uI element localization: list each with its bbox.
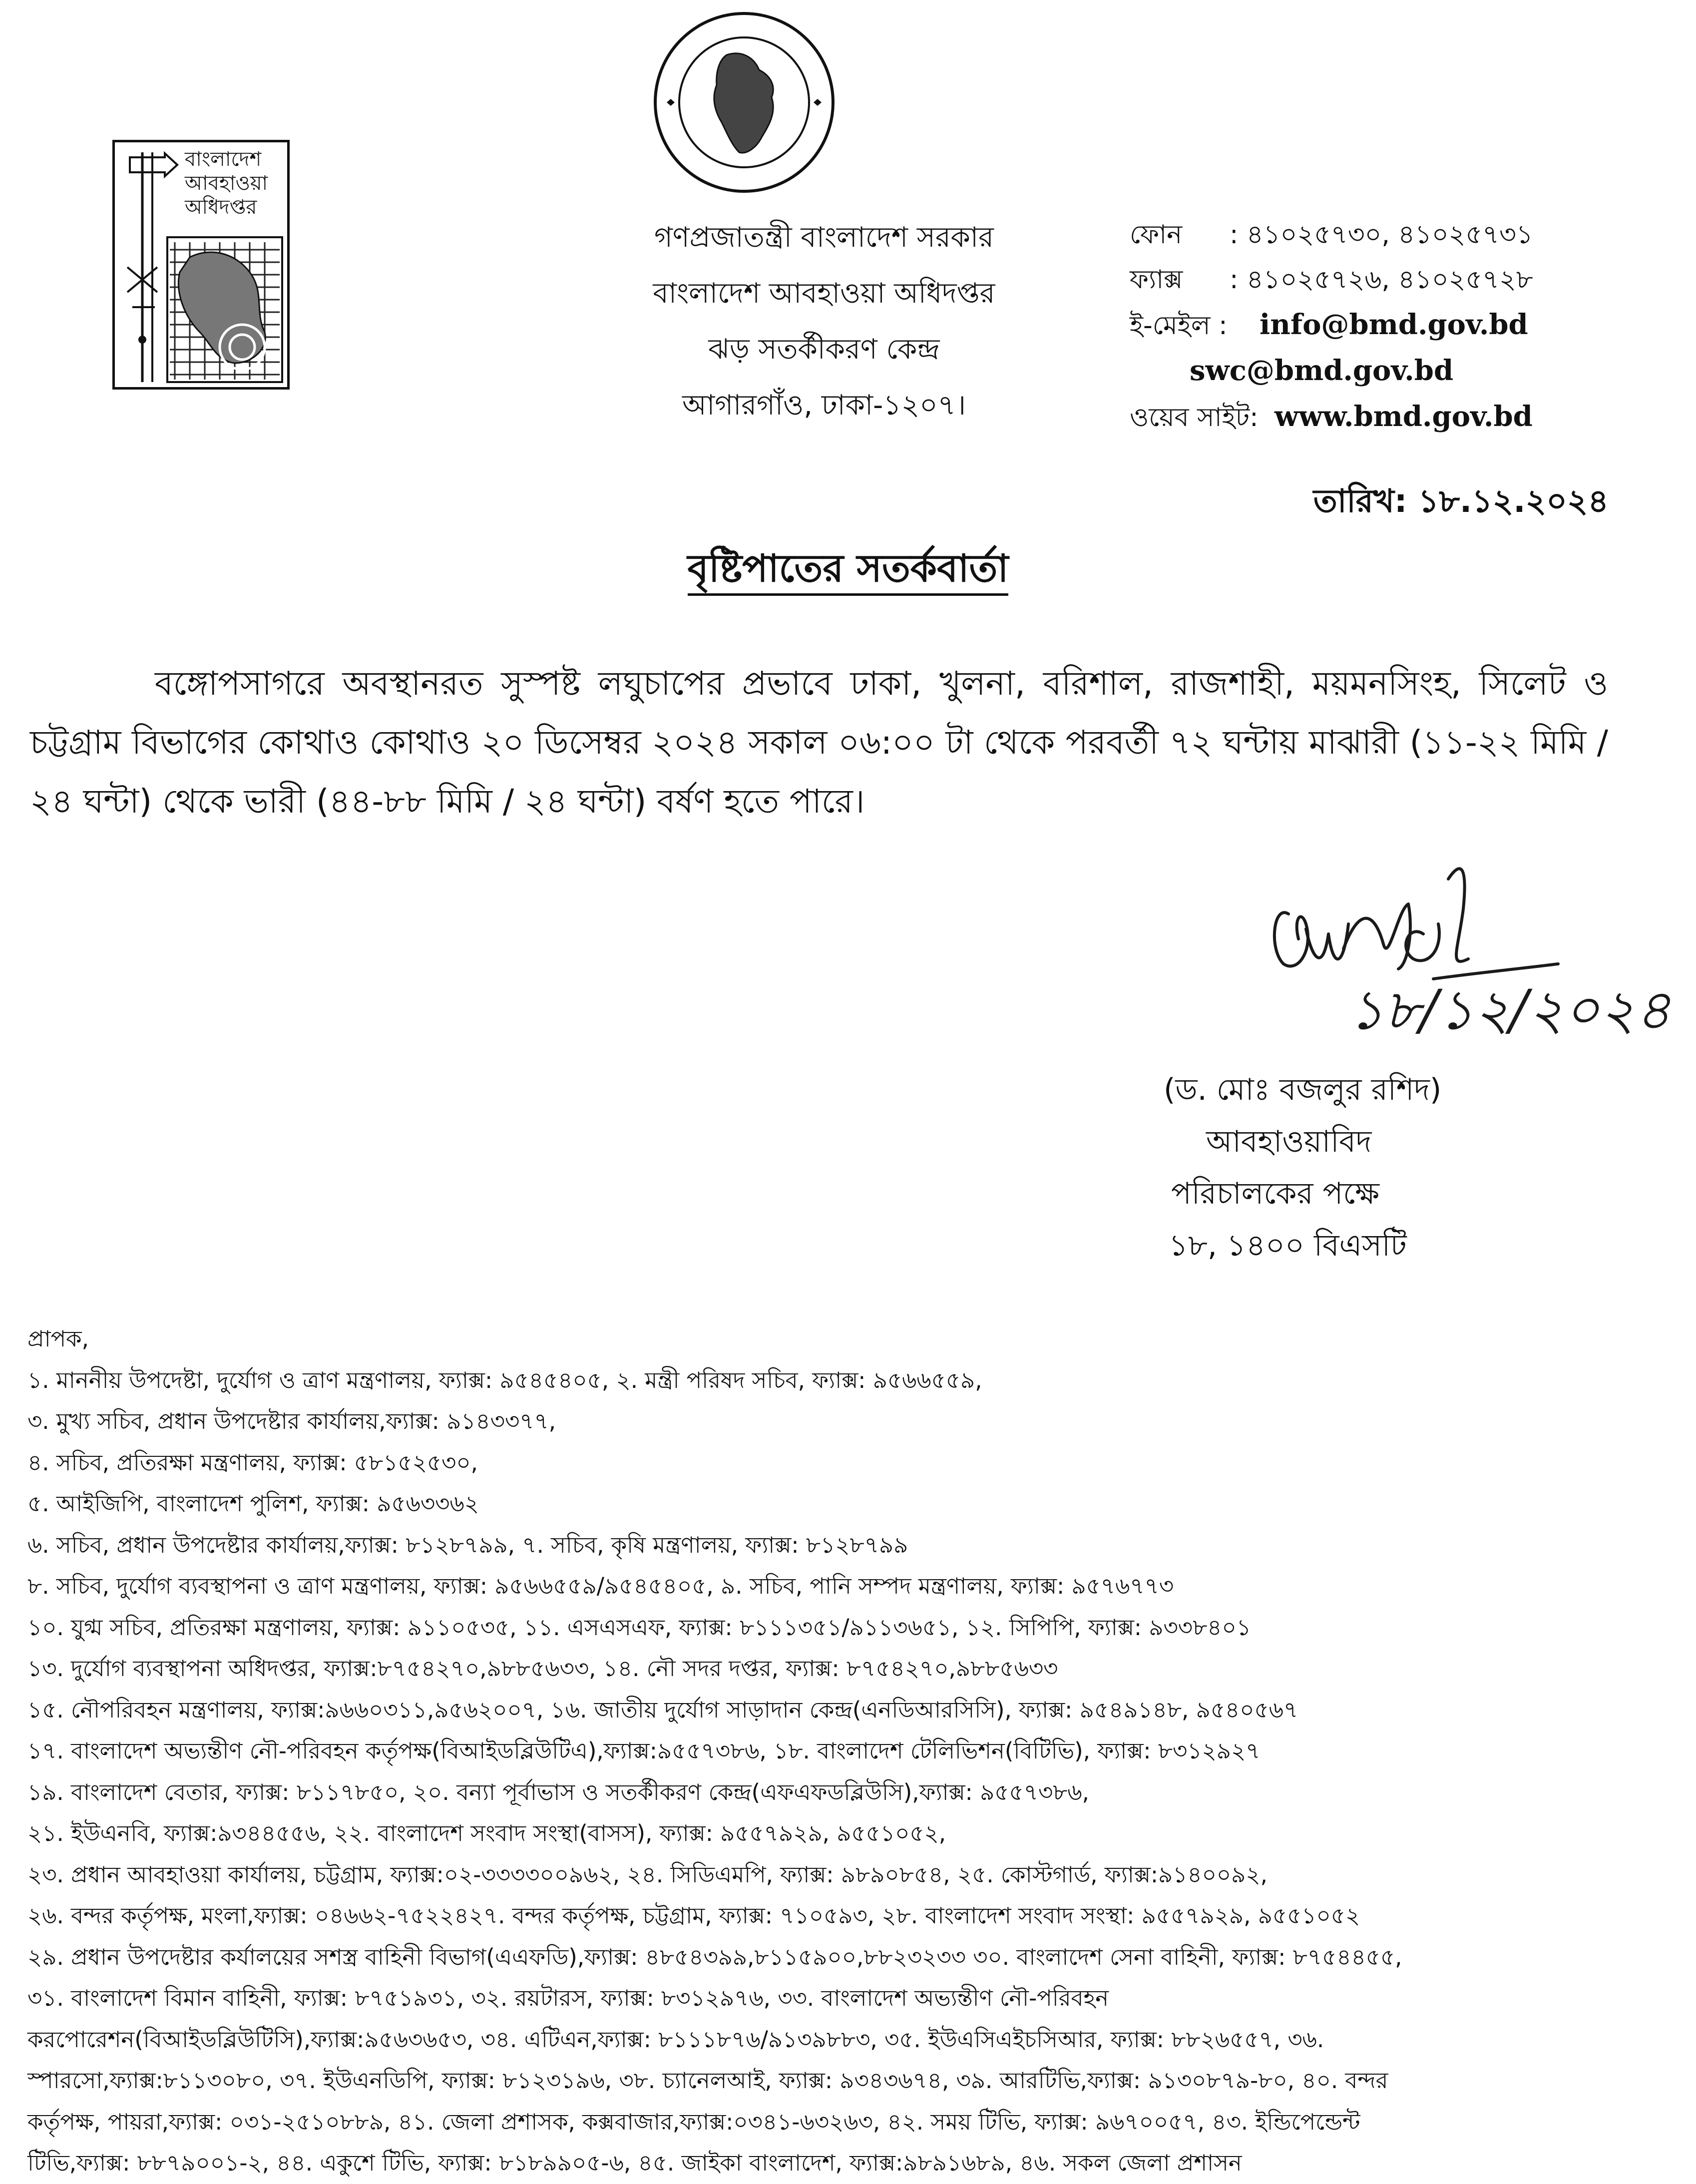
- handwritten-signature: [1259, 849, 1688, 1084]
- signatory-name: (ড. মোঃ বজলুর রশিদ): [1164, 1072, 1442, 1107]
- organization-block: [449, 210, 1199, 434]
- email-link-info[interactable]: info@bmd.gov.bd: [1260, 308, 1528, 341]
- org-line-address: আগারগাঁও, ঢাকা-১২০৭।: [682, 389, 966, 422]
- recipient-line: ৫. আইজিপি, বাংলাদেশ পুলিশ, ফ্যাক্স: ৯৫৬৩৩৬২: [27, 1490, 479, 1517]
- phone-value: : ৪১০২৫৭৩০, ৪১০২৫৭৩১: [1230, 220, 1533, 250]
- recipient-line: ২৩. প্রধান আবহাওয়া কার্যালয়, চট্টগ্রাম, ফ্যাক্স:০২-৩৩৩৩০০৯৬২, ২৪. সিডিএমপি, ফ্যাক্স: ৯৮৯০৮৫৪, ২৫. কোস্টগার্ড, ফ্যাক্স:৯১৪০০৯২,: [27, 1861, 1268, 1888]
- email-link-swc[interactable]: swc@bmd.gov.bd: [1190, 354, 1454, 387]
- org-line-department: বাংলাদেশ আবহাওয়া অধিদপ্তর: [653, 277, 995, 310]
- signatory-on-behalf: পরিচালকের পক্ষে: [1171, 1176, 1379, 1211]
- recipient-line: ১৩. দুর্যোগ ব্যবস্থাপনা অধিদপ্তর, ফ্যাক্স:৮৭৫৪২৭০,৯৮৮৫৬৩৩, ১৪. নৌ সদর দপ্তর, ফ্যাক্স: ৮৭৫৪২৭০,৯৮৮৫৬৩৩: [27, 1655, 1058, 1682]
- recipient-line: কর্তৃপক্ষ, পায়রা,ফ্যাক্স: ০৩১-২৫১০৮৮৯, ৪১. জেলা প্রশাসক, কক্সবাজার,ফ্যাক্স:০৩৪১-৬৩২৬৩, ৪২. সময় টিভি, ফ্যাক্স: ৯৬৭০০৫৭, ৪৩. ইন্ডিপেন্ডেন্ট: [27, 2108, 1360, 2135]
- recipient-line: ১৯. বাংলাদেশ বেতার, ফ্যাক্স: ৮১১৭৮৫০, ২০. বন্যা পূর্বাভাস ও সতর্কীকরণ কেন্দ্র(এফএফডব্লিউসি),ফ্যাক্স: ৯৫৫৭৩৮৬,: [27, 1778, 1089, 1805]
- fax-value: : ৪১০২৫৭২৬, ৪১০২৫৭২৮: [1230, 265, 1533, 295]
- warning-body: বঙ্গোপসাগরে অবস্থানরত সুস্পষ্ট লঘুচাপের প্রভাবে ঢাকা, খুলনা, বরিশাল, রাজশাহী, ময়মনসিংহ, সিলেট ও চট্টগ্রাম বিভাগের কোথাও কোথাও ২০ ডিসেম্বর ২০২৪ সকাল ০৬:০০ টা থেকে পরবর্তী ৭২ ঘন্টায় মাঝারী (১১-২২ মিমি / ২৪ ঘন্টা) থেকে ভারী (৪৪-৮৮ মিমি / ২৪ ঘন্টা) বর্ষণ হতে পারে।: [30, 664, 1608, 821]
- recipient-line: টিভি,ফ্যাক্স: ৮৮৭৯০০১-২, ৪৪. একুশে টিভি, ফ্যাক্স: ৮১৮৯৯০৫-৬, ৪৫. জাইকা বাংলাদেশ, ফ্যাক্স:৯৮৯১৬৮৯, ৪৬. সকল জেলা প্রশাসন: [27, 2150, 1242, 2176]
- recipient-line: ৩. মুখ্য সচিব, প্রধান উপদেষ্টার কার্যালয়,ফ্যাক্স: ৯১৪৩৩৭৭,: [27, 1408, 556, 1434]
- phone-label: ফোন: [1130, 220, 1183, 250]
- fax-label: ফ্যাক্স: [1130, 265, 1183, 295]
- recipient-line: ৩১. বাংলাদেশ বিমান বাহিনী, ফ্যাক্স: ৮৭৫১৯৩১, ৩২. রয়টারস, ফ্যাক্স: ৮৩১২৯৭৬, ৩৩. বাংলাদেশ অভ্যন্তীণ নৌ-পরিবহন: [27, 1985, 1109, 2011]
- phone-row: [1130, 212, 1684, 257]
- email-row-2: [1130, 348, 1684, 394]
- website-row: [1130, 394, 1684, 440]
- recipient-line: ১০. যুগ্ম সচিব, প্রতিরক্ষা মন্ত্রণালয়, ফ্যাক্স: ৯১১০৫৩৫, ১১. এসএসএফ, ফ্যাক্স: ৮১১১৩৫১/৯১১৩৬৫১, ১২. সিপিপি, ফ্যাক্স: ৯৩৩৮৪০১: [27, 1614, 1251, 1641]
- signature-date: ১৮/১২/২০২৪: [1348, 978, 1671, 1042]
- recipient-line: ৬. সচিব, প্রধান উপদেষ্টার কার্যালয়,ফ্যাক্স: ৮১২৮৭৯৯, ৭. সচিব, কৃষি মন্ত্রণালয়, ফ্যাক্স: ৮১২৮৭৯৯: [27, 1531, 908, 1558]
- bmd-logo: [112, 140, 290, 390]
- email-label: ই-মেইল :: [1130, 311, 1228, 341]
- recipient-line: ২১. ইউএনবি, ফ্যাক্স:৯৩৪৪৫৫৬, ২২. বাংলাদেশ সংবাদ সংস্থা(বাসস), ফ্যাক্স: ৯৫৫৭৯২৯, ৯৫৫১০৫২,: [27, 1820, 946, 1846]
- recipient-line: ৮. সচিব, দুর্যোগ ব্যবস্থাপনা ও ত্রাণ মন্ত্রণালয়, ফ্যাক্স: ৯৫৬৬৫৫৯/৯৫৪৫৪০৫, ৯. সচিব, পানি সম্পদ মন্ত্রণালয়, ফ্যাক্স: ৯৫৭৬৭৭৩: [27, 1573, 1174, 1599]
- document-title-text: বৃষ্টিপাতের সতর্কবার্তা: [688, 546, 1009, 596]
- recipient-line: ১৫. নৌপরিবহন মন্ত্রণালয়, ফ্যাক্স:৯৬৬০৩১১,৯৫৬২০০৭, ১৬. জাতীয় দুর্যোগ সাড়াদান কেন্দ্র(এনডিআরসিসি), ফ্যাক্স: ৯৫৪৯১৪৮, ৯৫৪০৫৬৭: [27, 1696, 1298, 1723]
- recipient-line: স্পারসো,ফ্যাক্স:৮১১৩০৮০, ৩৭. ইউএনডিপি, ফ্যাক্স: ৮১২৩১৯৬, ৩৮. চ্যানেলআই, ফ্যাক্স: ৯৩৪৩৬৭৪, ৩৯. আরটিভি,ফ্যাক্স: ৯১৩০৮৭৯-৮০, ৪০. বন্দর: [27, 2067, 1388, 2094]
- recipient-line: ২৬. বন্দর কর্তৃপক্ষ, মংলা,ফ্যাক্স: ০৪৬৬২-৭৫২২৪২৭. বন্দর কর্তৃপক্ষ, চট্টগ্রাম, ফ্যাক্স: ৭১০৫৯৩, ২৮. বাংলাদেশ সংবাদ সংস্থা: ৯৫৫৭৯২৯, ৯৫৫১০৫২: [27, 1902, 1360, 1929]
- issue-time: ১৮, ১৪০০ বিএসটি: [1169, 1228, 1407, 1263]
- bmd-logo-text: [185, 147, 268, 219]
- logo-line: অধিদপ্তর: [185, 196, 257, 219]
- org-line-government: গণপ্রজাতন্ত্রী বাংলাদেশ সরকার: [654, 221, 994, 254]
- recipient-line: ২৯. প্রধান উপদেষ্টার কর্যালয়ের সশস্ত্র বাহিনী বিভাগ(এএফডি),ফ্যাক্স: ৪৮৫৪৩৯৯,৮১১৫৯০০,৮৮২৩২৩৩ ৩০. বাংলাদেশ সেনা বাহিনী, ফ্যাক্স: ৮৭৫৪৪৫৫,: [27, 1943, 1402, 1970]
- document-title: [0, 539, 1696, 603]
- fax-row: [1130, 257, 1684, 302]
- recipient-line: করপোরেশন(বিআইডব্লিউটিসি),ফ্যাক্স:৯৫৬৩৬৫৩, ৩৪. এটিএন,ফ্যাক্স: ৮১১১৮৭৬/৯১৩৯৮৮৩, ৩৫. ইউএসিএইচসিআর, ফ্যাক্স: ৮৮২৬৫৫৭, ৩৬.: [27, 2026, 1324, 2053]
- signatory-designation: আবহাওয়াবিদ: [1206, 1124, 1372, 1159]
- logo-line: আবহাওয়া: [185, 172, 268, 195]
- logo-line: বাংলাদেশ: [185, 148, 262, 171]
- contact-block: [1130, 212, 1684, 440]
- org-line-center: ঝড় সতর্কীকরণ কেন্দ্র: [708, 333, 940, 366]
- recipient-line: ১৭. বাংলাদেশ অভ্যন্তীণ নৌ-পরিবহন কর্তৃপক্ষ(বিআইডব্লিউটিএ),ফ্যাক্স:৯৫৫৭৩৮৬, ১৮. বাংলাদেশ টেলিভিশন(বিটিভি), ফ্যাক্স: ৮৩১২৯২৭: [27, 1738, 1261, 1764]
- website-label: ওয়েব সাইট:: [1130, 403, 1259, 433]
- website-link[interactable]: www.bmd.gov.bd: [1274, 400, 1533, 433]
- recipient-list: [27, 1318, 1676, 2184]
- recipient-line: ৪. সচিব, প্রতিরক্ষা মন্ত্রণালয়, ফ্যাক্স: ৫৮১৫২৫৩০,: [27, 1449, 478, 1476]
- email-row: [1130, 302, 1684, 348]
- document-date: তারিখ: ১৮.১২.২০২৪: [1313, 483, 1609, 520]
- government-seal: [652, 10, 837, 195]
- recipient-heading: প্রাপক,: [27, 1325, 89, 1352]
- recipient-line: ১. মাননীয় উপদেষ্টা, দুর্যোগ ও ত্রাণ মন্ত্রণালয়, ফ্যাক্স: ৯৫৪৫৪০৫, ২. মন্ত্রী পরিষদ সচিব, ফ্যাক্স: ৯৫৬৬৫৫৯,: [27, 1366, 982, 1393]
- government-seal-graphic: [652, 10, 837, 195]
- signature-graphic: [1259, 849, 1688, 1084]
